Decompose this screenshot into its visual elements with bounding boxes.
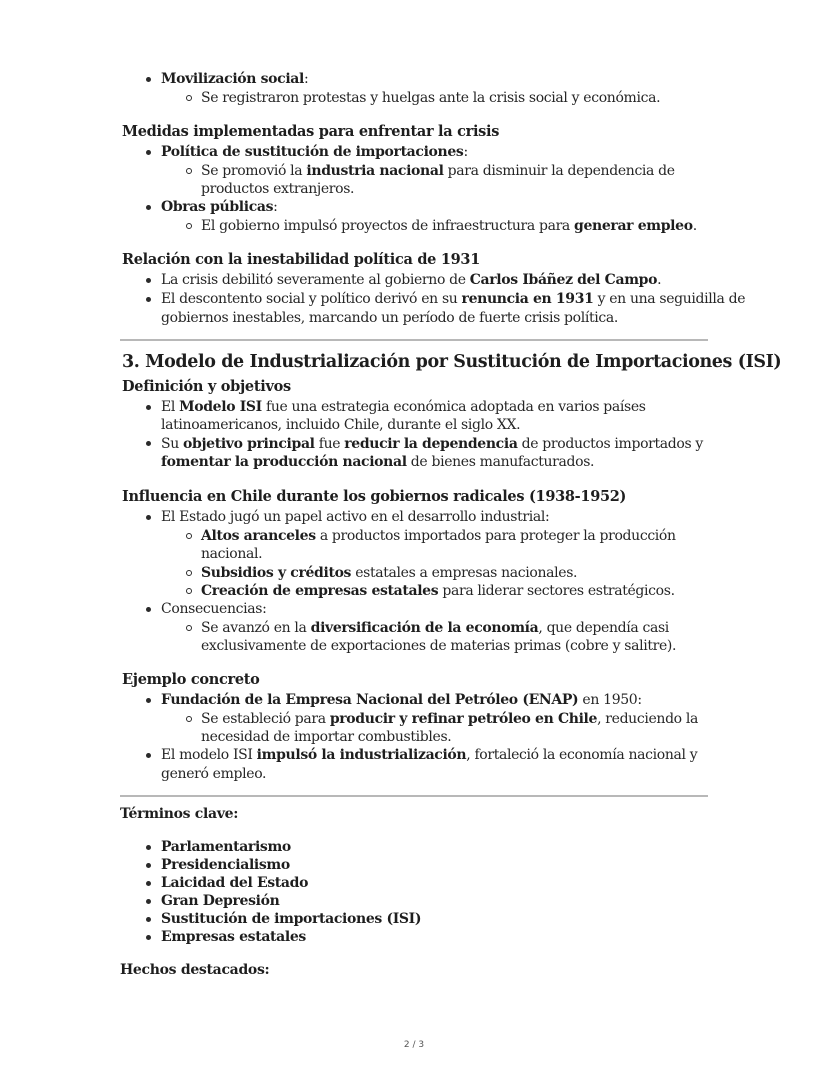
subsection-heading: Definición y objetivos <box>122 378 291 395</box>
bullet-icon <box>146 607 151 612</box>
key-terms-heading: Términos clave: <box>120 806 239 822</box>
text: Su <box>161 436 184 452</box>
list-item <box>161 746 697 764</box>
bold-text: Movilización social <box>161 71 304 87</box>
bold-text: industria nacional <box>306 163 444 179</box>
list-item <box>161 198 278 216</box>
list-item-continuation: generó empleo. <box>161 766 267 782</box>
highlights-heading: Hechos destacados: <box>120 962 270 978</box>
bold-text: Subsidios y créditos <box>201 565 352 581</box>
text: : <box>303 71 309 87</box>
list-item <box>161 271 661 289</box>
text: El gobierno impulsó proyectos de infraestructura para <box>201 218 575 234</box>
text: . <box>692 218 697 234</box>
bold-text: Creación de empresas estatales <box>201 583 439 599</box>
text: Se promovió la <box>201 163 307 179</box>
sub-list-item <box>201 710 698 728</box>
bold-text: renuncia en 1931 <box>461 291 594 307</box>
horizontal-divider <box>120 795 708 797</box>
list-item: El Estado jugó un papel activo en el desarrollo industrial: <box>161 509 550 525</box>
bold-text: Presidencialismo <box>161 857 290 873</box>
bold-text: Empresas estatales <box>161 929 306 945</box>
list-item <box>161 691 642 709</box>
bullet-icon <box>146 753 151 758</box>
sub-bullet-icon <box>186 168 192 174</box>
sub-list-item-continuation: exclusivamente de exportaciones de materias primas (cobre y salitre). <box>201 638 677 654</box>
bold-text: Obras públicas <box>161 199 274 215</box>
list-item <box>161 143 468 161</box>
key-term-item <box>161 874 308 892</box>
list-item <box>161 398 646 416</box>
subsection-heading: Medidas implementadas para enfrentar la crisis <box>122 123 500 140</box>
text: El modelo ISI <box>161 747 257 763</box>
sub-list-item <box>201 162 675 180</box>
bullet-icon <box>146 205 151 210</box>
text: El <box>161 399 180 415</box>
horizontal-divider <box>120 339 708 341</box>
bullet-icon <box>146 441 151 446</box>
bullet-icon <box>146 77 151 82</box>
subsection-heading: Influencia en Chile durante los gobiernos radicales (1938-1952) <box>122 488 627 505</box>
bold-text: Modelo ISI <box>179 399 262 415</box>
text: , reduciendo la <box>597 711 698 727</box>
bold-text: objetivo principal <box>183 436 315 452</box>
sub-list-item <box>201 619 669 637</box>
sub-list-item-continuation: productos extranjeros. <box>201 181 355 197</box>
list-item-continuation: latinoamericanos, incluido Chile, durante el siglo XX. <box>161 417 521 433</box>
text: El descontento social y político derivó en su <box>161 291 462 307</box>
section-title: 3. Modelo de Industrialización por Sustitución de Importaciones (ISI) <box>122 352 782 372</box>
bold-text: Fundación de la Empresa Nacional del Petróleo (ENAP) <box>161 692 579 708</box>
bold-text: Parlamentarismo <box>161 839 291 855</box>
text: y en una seguidilla de <box>593 291 746 307</box>
bold-text: impulsó la industrialización <box>256 747 467 763</box>
text: . <box>657 272 662 288</box>
bullet-icon <box>146 863 151 868</box>
bold-text: reducir la dependencia <box>344 436 518 452</box>
bold-text: Laicidad del Estado <box>161 875 309 891</box>
text: para disminuir la dependencia de <box>443 163 675 179</box>
sub-list-item <box>201 527 676 545</box>
bullet-icon <box>146 899 151 904</box>
bold-text: Política de sustitución de importaciones <box>161 144 464 160</box>
bullet-icon <box>146 845 151 850</box>
bullet-icon <box>146 405 151 410</box>
list-item <box>161 70 308 88</box>
text: Se estableció para <box>201 711 330 727</box>
sub-list-item-continuation: necesidad de importar combustibles. <box>201 729 452 745</box>
bullet-icon <box>146 515 151 520</box>
key-term-item <box>161 892 279 910</box>
bold-text: Gran Depresión <box>161 893 280 909</box>
list-item <box>161 435 703 453</box>
sub-bullet-icon <box>186 533 192 539</box>
sub-bullet-icon <box>186 716 192 722</box>
text: fue una estrategia económica adoptada en varios países <box>261 399 646 415</box>
bullet-icon <box>146 698 151 703</box>
key-term-item <box>161 856 290 874</box>
sub-bullet-icon <box>186 588 192 594</box>
text: de bienes manufacturados. <box>406 454 595 470</box>
text: : <box>463 144 468 160</box>
sub-bullet-icon <box>186 625 192 631</box>
subsection-heading: Ejemplo concreto <box>122 671 260 688</box>
bold-text: fomentar la producción nacional <box>161 454 407 470</box>
text: de productos importados y <box>517 436 703 452</box>
sub-list-item-continuation: nacional. <box>201 546 263 562</box>
bullet-icon <box>146 881 151 886</box>
list-item-continuation <box>161 453 594 471</box>
list-item-continuation: gobiernos inestables, marcando un período de fuerte crisis política. <box>161 310 618 326</box>
bullet-icon <box>146 917 151 922</box>
text: La crisis debilitó severamente al gobierno de <box>161 272 470 288</box>
text: , fortaleció la economía nacional y <box>466 747 698 763</box>
key-term-item <box>161 838 291 856</box>
key-term-item <box>161 928 306 946</box>
sub-bullet-icon <box>186 223 192 229</box>
bold-text: Altos aranceles <box>201 528 316 544</box>
text: fue <box>314 436 345 452</box>
bold-text: producir y refinar petróleo en Chile <box>329 711 598 727</box>
bold-text: generar empleo <box>574 218 693 234</box>
page-indicator: 2 / 3 <box>403 1040 425 1050</box>
bullet-icon <box>146 278 151 283</box>
text: , que dependía casi <box>538 620 669 636</box>
text: en 1950: <box>578 692 642 708</box>
list-item: Consecuencias: <box>161 601 267 617</box>
bullet-icon <box>146 935 151 940</box>
text: Se avanzó en la <box>201 620 311 636</box>
text: : <box>273 199 278 215</box>
bullet-icon <box>146 297 151 302</box>
text: a productos importados para proteger la producción <box>315 528 676 544</box>
text: estatales a empresas nacionales. <box>351 565 578 581</box>
bullet-icon <box>146 150 151 155</box>
bold-text: Carlos Ibáñez del Campo <box>469 272 658 288</box>
sub-list-item <box>201 564 577 582</box>
sub-list-item <box>201 217 697 235</box>
key-term-item <box>161 910 421 928</box>
list-item <box>161 290 745 308</box>
bold-text: Sustitución de importaciones (ISI) <box>161 911 422 927</box>
text: para liderar sectores estratégicos. <box>438 583 675 599</box>
sub-list-item <box>201 582 675 600</box>
sub-list-item: Se registraron protestas y huelgas ante la crisis social y económica. <box>201 90 661 106</box>
subsection-heading: Relación con la inestabilidad política de 1931 <box>122 251 481 268</box>
sub-bullet-icon <box>186 570 192 576</box>
bold-text: diversificación de la economía <box>310 620 539 636</box>
sub-bullet-icon <box>186 95 192 101</box>
